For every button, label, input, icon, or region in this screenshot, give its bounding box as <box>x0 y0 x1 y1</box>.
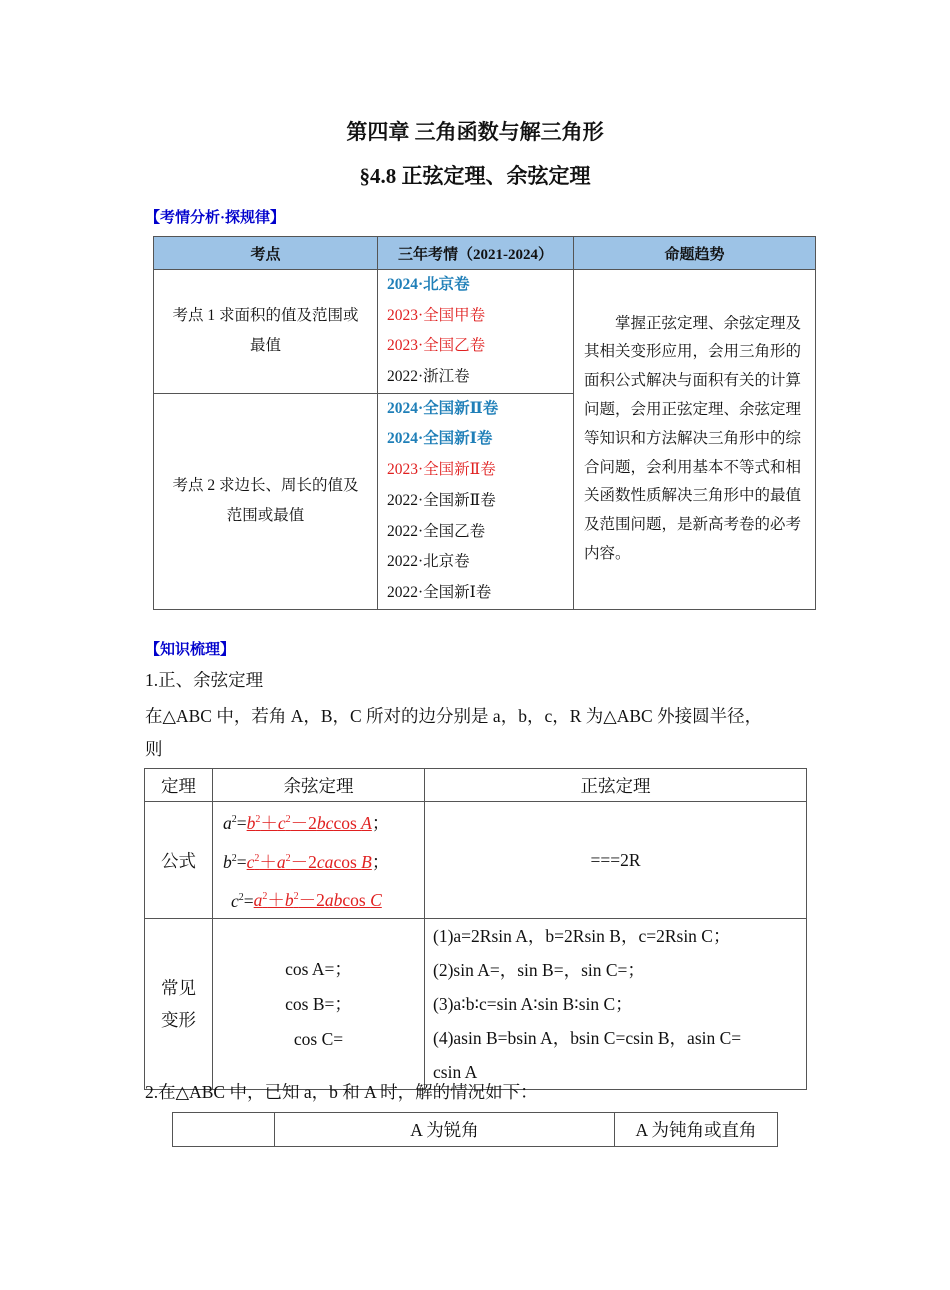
solution-table <box>172 1112 778 1147</box>
exam-point-1: 考点 1 求面积的值及范围或最值 <box>154 270 378 394</box>
col-theorem: 定理 <box>145 769 213 802</box>
header-trend: 命题趋势 <box>574 237 816 270</box>
exam-point-2: 考点 2 求边长、周长的值及范围或最值 <box>154 393 378 609</box>
cosine-variant: cos B=； <box>285 993 352 1014</box>
exam-analysis-table <box>153 236 816 610</box>
solution-corner <box>173 1113 275 1147</box>
item1-title: 1.正、余弦定理 <box>145 670 264 690</box>
year-item: 2024·全国新Ⅰ卷 <box>387 430 493 448</box>
section-title: §4.8 正弦定理、余弦定理 <box>359 164 591 188</box>
row-formula-label: 公式 <box>145 802 213 919</box>
cosine-variant: cos A=； <box>285 958 352 979</box>
cosine-formula-a: $a^2=b^2+c^2-2bccos$ A； <box>223 812 390 833</box>
item2-title: 2.在△ABC 中，已知 a，b 和 A 时，解的情况如下： <box>145 1082 538 1102</box>
year-item: 2023·全国新Ⅱ卷 <box>387 461 496 479</box>
knowledge-heading: 【知识梳理】 <box>145 642 236 658</box>
year-item: 2022·北京卷 <box>387 553 470 571</box>
col-acute: A 为锐角 <box>275 1113 615 1147</box>
sine-variant: csin A <box>433 1062 478 1083</box>
sine-variant: (4)asin B=bsin A，bsin C=csin B，asin C= <box>433 1028 742 1049</box>
year-item: 2022·全国乙卷 <box>387 522 486 540</box>
row-variants-text: 常见变形 <box>161 978 196 1031</box>
year-item: 2024·北京卷 <box>387 276 470 293</box>
year-item: 2022·全国新Ⅱ卷 <box>387 491 496 509</box>
header-years: 三年考情（2021-2024） <box>378 237 574 270</box>
sine-variant: (3)a∶b∶c=sin A∶sin B∶sin C； <box>433 994 633 1015</box>
sine-variant: (1)a=2Rsin A，b=2Rsin B，c=2Rsin C； <box>433 926 731 947</box>
cosine-formula-b: $b^2=c^2+a^2-2cacos$ B； <box>223 851 390 872</box>
col-cosine: 余弦定理 <box>213 769 425 802</box>
sine-variants <box>425 919 807 1090</box>
exam-years-1 <box>378 270 574 394</box>
sine-formula: ===2R <box>425 802 807 919</box>
analysis-heading: 【考情分析·探规律】 <box>145 210 286 226</box>
cosine-formula-c: $c^2=a^2+b^2-2abcos$ C <box>231 890 382 911</box>
chapter-title: 第四章 三角函数与解三角形 <box>346 120 604 144</box>
exam-trend: 掌握正弦定理、余弦定理及其相关变形应用，会用三角形的面积公式解决与面积有关的计算问题，会用正弦定理、余弦定理等知识和方法解决三角形中的综合问题，会利用基本不等式和相关函数性质解决三角形中的最值及范围问题，是新高考卷的必考内容。 <box>574 270 816 610</box>
intro-line-2: 则 <box>145 739 163 759</box>
cosine-formulas <box>213 802 425 919</box>
year-item: 2022·全国新Ⅰ卷 <box>387 583 492 601</box>
exam-years-2 <box>378 393 574 609</box>
year-item: 2023·全国甲卷 <box>387 306 486 324</box>
year-item: 2022·浙江卷 <box>387 368 470 386</box>
year-item: 2023·全国乙卷 <box>387 337 486 355</box>
year-item: 2024·全国新Ⅱ卷 <box>387 399 499 417</box>
col-sine: 正弦定理 <box>425 769 807 802</box>
theorem-table <box>144 768 807 1090</box>
header-point: 考点 <box>154 237 378 270</box>
sine-variant: (2)sin A=，sin B=，sin C=； <box>433 960 645 981</box>
cosine-variants <box>213 919 425 1090</box>
intro-line-1: 在△ABC 中，若角 A，B，C 所对的边分别是 a，b，c，R 为△ABC 外接圆半径， <box>145 706 763 726</box>
col-obtuse: A 为钝角或直角 <box>615 1113 778 1147</box>
cosine-variant: cos C= <box>293 1028 344 1049</box>
row-variants-label <box>145 919 213 1090</box>
